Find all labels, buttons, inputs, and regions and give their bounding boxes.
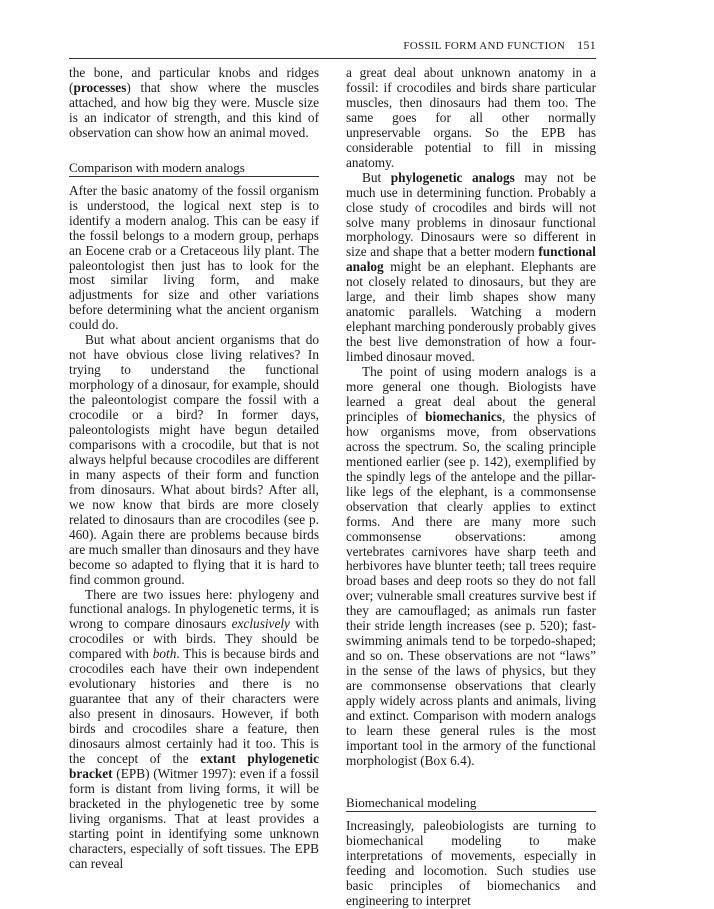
- section-heading-biomechanical-modeling: Biomechanical modeling: [346, 795, 596, 812]
- paragraph: After the basic anatomy of the fossil organism is understood, the logical next step is to identify a modern analog. This can be easy if the fossil belongs to a modern group, perhaps an Eocene crab or a Cretaceous lily plant. The paleontologist then just has to look for the most similar living form, and make adjustments for size and other variations before determining what the ancient organism could do.: [69, 182, 319, 333]
- text-run: . This is because birds and crocodiles each have their own independent evolutionary histories and there is no guarantee that any of their characters were also present in dinosaurs. However, if both birds and crocodiles share a feature, then dinosaurs almost certainly had it too. This is the concept of the: [69, 646, 319, 766]
- bold-term-biomechanics: biomechanics: [425, 408, 502, 424]
- page-number: 151: [577, 38, 596, 52]
- text-run: the bone, and particular knobs and ridges (: [69, 65, 319, 95]
- paragraph: Increasingly, paleobiologists are turning to biomechanical modeling to make interpretations of movements, especially in feeding and locomotion. Such studies use basic principles of biomechanics and engineering to interpret: [346, 817, 596, 908]
- text-run: ) that show where the muscles attached, and how big they were. Muscle size is an indicator of strength, and this kind of observation can show how an animal moved.: [69, 79, 319, 140]
- text-run: But: [362, 169, 391, 185]
- text-run: , the physics of how organisms move, from observations across the spectrum. So, the scaling principle mentioned earlier (see p. 142), exemplified by the spindly legs of the antelope and the pillar-like legs of the elephant, is a commonsense observation that clearly applies to extinct forms. And there are many more such commonsense observations: among vertebrates carnivores have sharp teeth and herbivores have blunter teeth; tall trees require broad bases and deep roots so they do not fall over; vulnerable small creatures survive best if they are camouflaged; as animals run faster their stride length increases (see p. 520); fast-swimming animals tend to be torpedo-shaped; and so on. These observations are not “laws” in the sense of the laws of physics, but they are commonsense observations that clearly apply widely across plants and animals, living and extinct. Comparison with modern analogs to learn these general rules is the most important tool in the armory of the functional morphologist (Box 6.4).: [346, 408, 596, 768]
- bold-term-phylogenetic-analogs: phylogenetic analogs: [390, 169, 515, 185]
- bold-term-extant-phylogenetic-bracket: extant phylogenetic bracket: [69, 750, 319, 781]
- paragraph: [346, 365, 596, 769]
- running-head-title: FOSSIL FORM AND FUNCTION: [403, 40, 566, 52]
- bold-term-processes: processes: [73, 79, 127, 95]
- right-column: [346, 66, 596, 909]
- paragraph: But what about ancient organisms that do not have obvious close living relatives? In trying to understand the functional morphology of a dinosaur, for example, should the paleontologist compare the fossil with a crocodile or a bird? In former days, paleontologists might have begun detailed comparisons with a crocodile, but that is not always helpful because crocodiles are different in many aspects of their form and function from dinosaurs. What about birds? After all, we now know that birds are more closely related to dinosaurs than are crocodiles (see p. 460). Again there are problems because birds are much smaller than dinosaurs and they have become so adapted to flying that it is hard to find common ground.: [69, 332, 319, 587]
- text-run: with crocodiles or with birds. They should be compared with: [69, 616, 320, 662]
- bold-term-functional-analog: functional analog: [346, 244, 596, 275]
- paragraph: [346, 171, 596, 365]
- text-run: The point of using modern analogs is a more general one though. Biologists have learned a great deal about the general principles of: [346, 364, 596, 424]
- italic-term-both: both: [152, 646, 177, 662]
- text-run: may not be much use in determining function. Probably a close study of crocodiles and birds will not solve many problems in dinosaur functional morphology. Dinosaurs were so different in size and shape that a better modern: [346, 169, 596, 260]
- text-run: might be an elephant. Elephants are not closely related to dinosaurs, but they are large, and their limb shapes show many anatomic parallels. Watching a modern elephant marching ponderously probably gives the best live demonstration of how a four-limbed dinosaur moved.: [346, 259, 596, 365]
- paragraph: [69, 66, 319, 141]
- paragraph: [69, 588, 319, 872]
- italic-term-exclusively: exclusively: [231, 616, 290, 632]
- paragraph: a great deal about unknown anatomy in a fossil: if crocodiles and birds share particular muscles, then dinosaurs had them too. The same goes for all other normally unpreservable organs. So the EPB has considerable potential to fill in missing anatomy.: [346, 65, 596, 170]
- text-run: (EPB) (Witmer 1997): even if a fossil form is distant from living forms, it will be bracketed in the phylogenetic tree by some living organisms. That at least provides a starting point in identifying some unknown characters, especially of soft tissues. The EPB can reveal: [69, 765, 319, 871]
- left-column: [69, 66, 319, 872]
- running-head: [403, 38, 596, 53]
- text-run: There are two issues here: phylogeny and functional analogs. In phylogenetic terms, it is wrong to compare dinosaurs: [69, 586, 319, 632]
- section-heading-modern-analogs: Comparison with modern analogs: [69, 160, 319, 177]
- header-rule: [69, 58, 596, 59]
